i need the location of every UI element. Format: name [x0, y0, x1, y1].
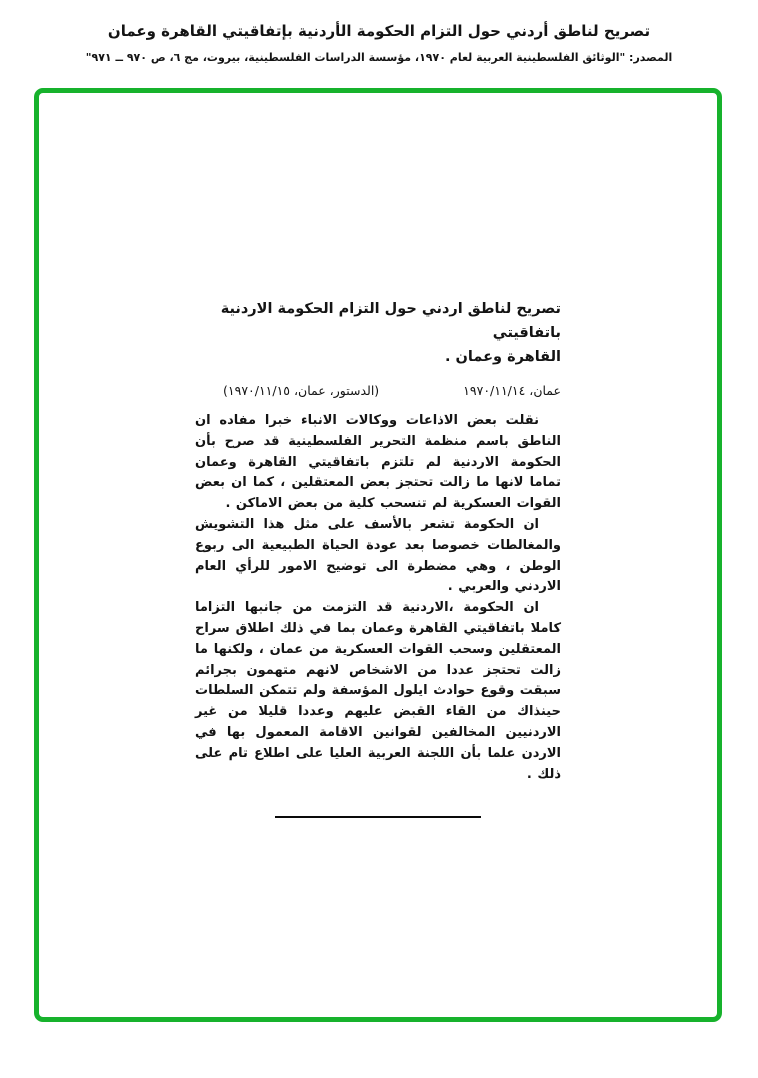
document-content [195, 297, 561, 818]
header-title: تصريح لناطق أردني حول التزام الحكومة الأردنية بإتفاقيتي القاهرة وعمان [107, 22, 651, 40]
document-title-line-2: القاهرة وعمان . [445, 349, 561, 365]
end-divider-rule [275, 816, 481, 818]
dateline-row [195, 383, 561, 399]
document-body [195, 411, 561, 785]
body-paragraph-1: نقلت بعض الاذاعات ووكالات الانباء خبرا مفاده ان الناطق باسم منظمة التحرير الفلسطينية قد صرح بأن الحكومة الاردنية لم تلتزم باتفاقيتي القاهرة وعمان تماما لانها ما زالت تحتجز بعض المعتقلين ، كما ان بعض القوات العسكرية لم تنسحب كلية من بعض الاماكن . [195, 413, 561, 512]
body-paragraph-2: ان الحكومة تشعر بالأسف على مثل هذا التشويش والمغالطات خصوصا بعد عودة الحياة الطبيعية الى ربوع الوطن ، وهي مضطرة الى توضيح الامور للرأي العام الاردني والعربي . [195, 516, 561, 595]
dateline-source-ref: (الدستور، عمان، ١٩٧٠/١١/١٥) [223, 383, 380, 398]
document-title-line-1: تصريح لناطق اردني حول التزام الحكومة الاردنية باتفاقيتي [220, 301, 561, 341]
page-header [0, 20, 758, 65]
body-paragraph-3: ان الحكومة ،الاردنية قد التزمت من جانبها التزاما كاملا باتفاقيتي القاهرة وعمان بما في ذلك اطلاق سراح المعتقلين وسحب القوات العسكرية من عمان ، ولكنها ما زالت تحتجز عددا من الاشخاص لانهم متهمون بجرائم سبقت وقوع حوادث ايلول المؤسفة ولم تتمكن السلطات حينذاك من القاء القبض عليهم وعددا قليلا من غير الاردنيين المخالفين لقوانين الاقامة المعمول بها في الاردن علما بأن اللجنة العربية العليا على اطلاع تام على ذلك . [195, 600, 561, 782]
header-source-citation: المصدر: "الوثائق الفلسطينية العربية لعام ١٩٧٠، مؤسسة الدراسات الفلسطينية، بيروت، مج ٦، ص ٩٧٠ ــ ٩٧١" [85, 51, 673, 64]
document-page-frame [34, 88, 722, 1022]
dateline-place-date: عمان، ١٩٧٠/١١/١٤ [463, 383, 561, 398]
document-title [195, 297, 561, 369]
